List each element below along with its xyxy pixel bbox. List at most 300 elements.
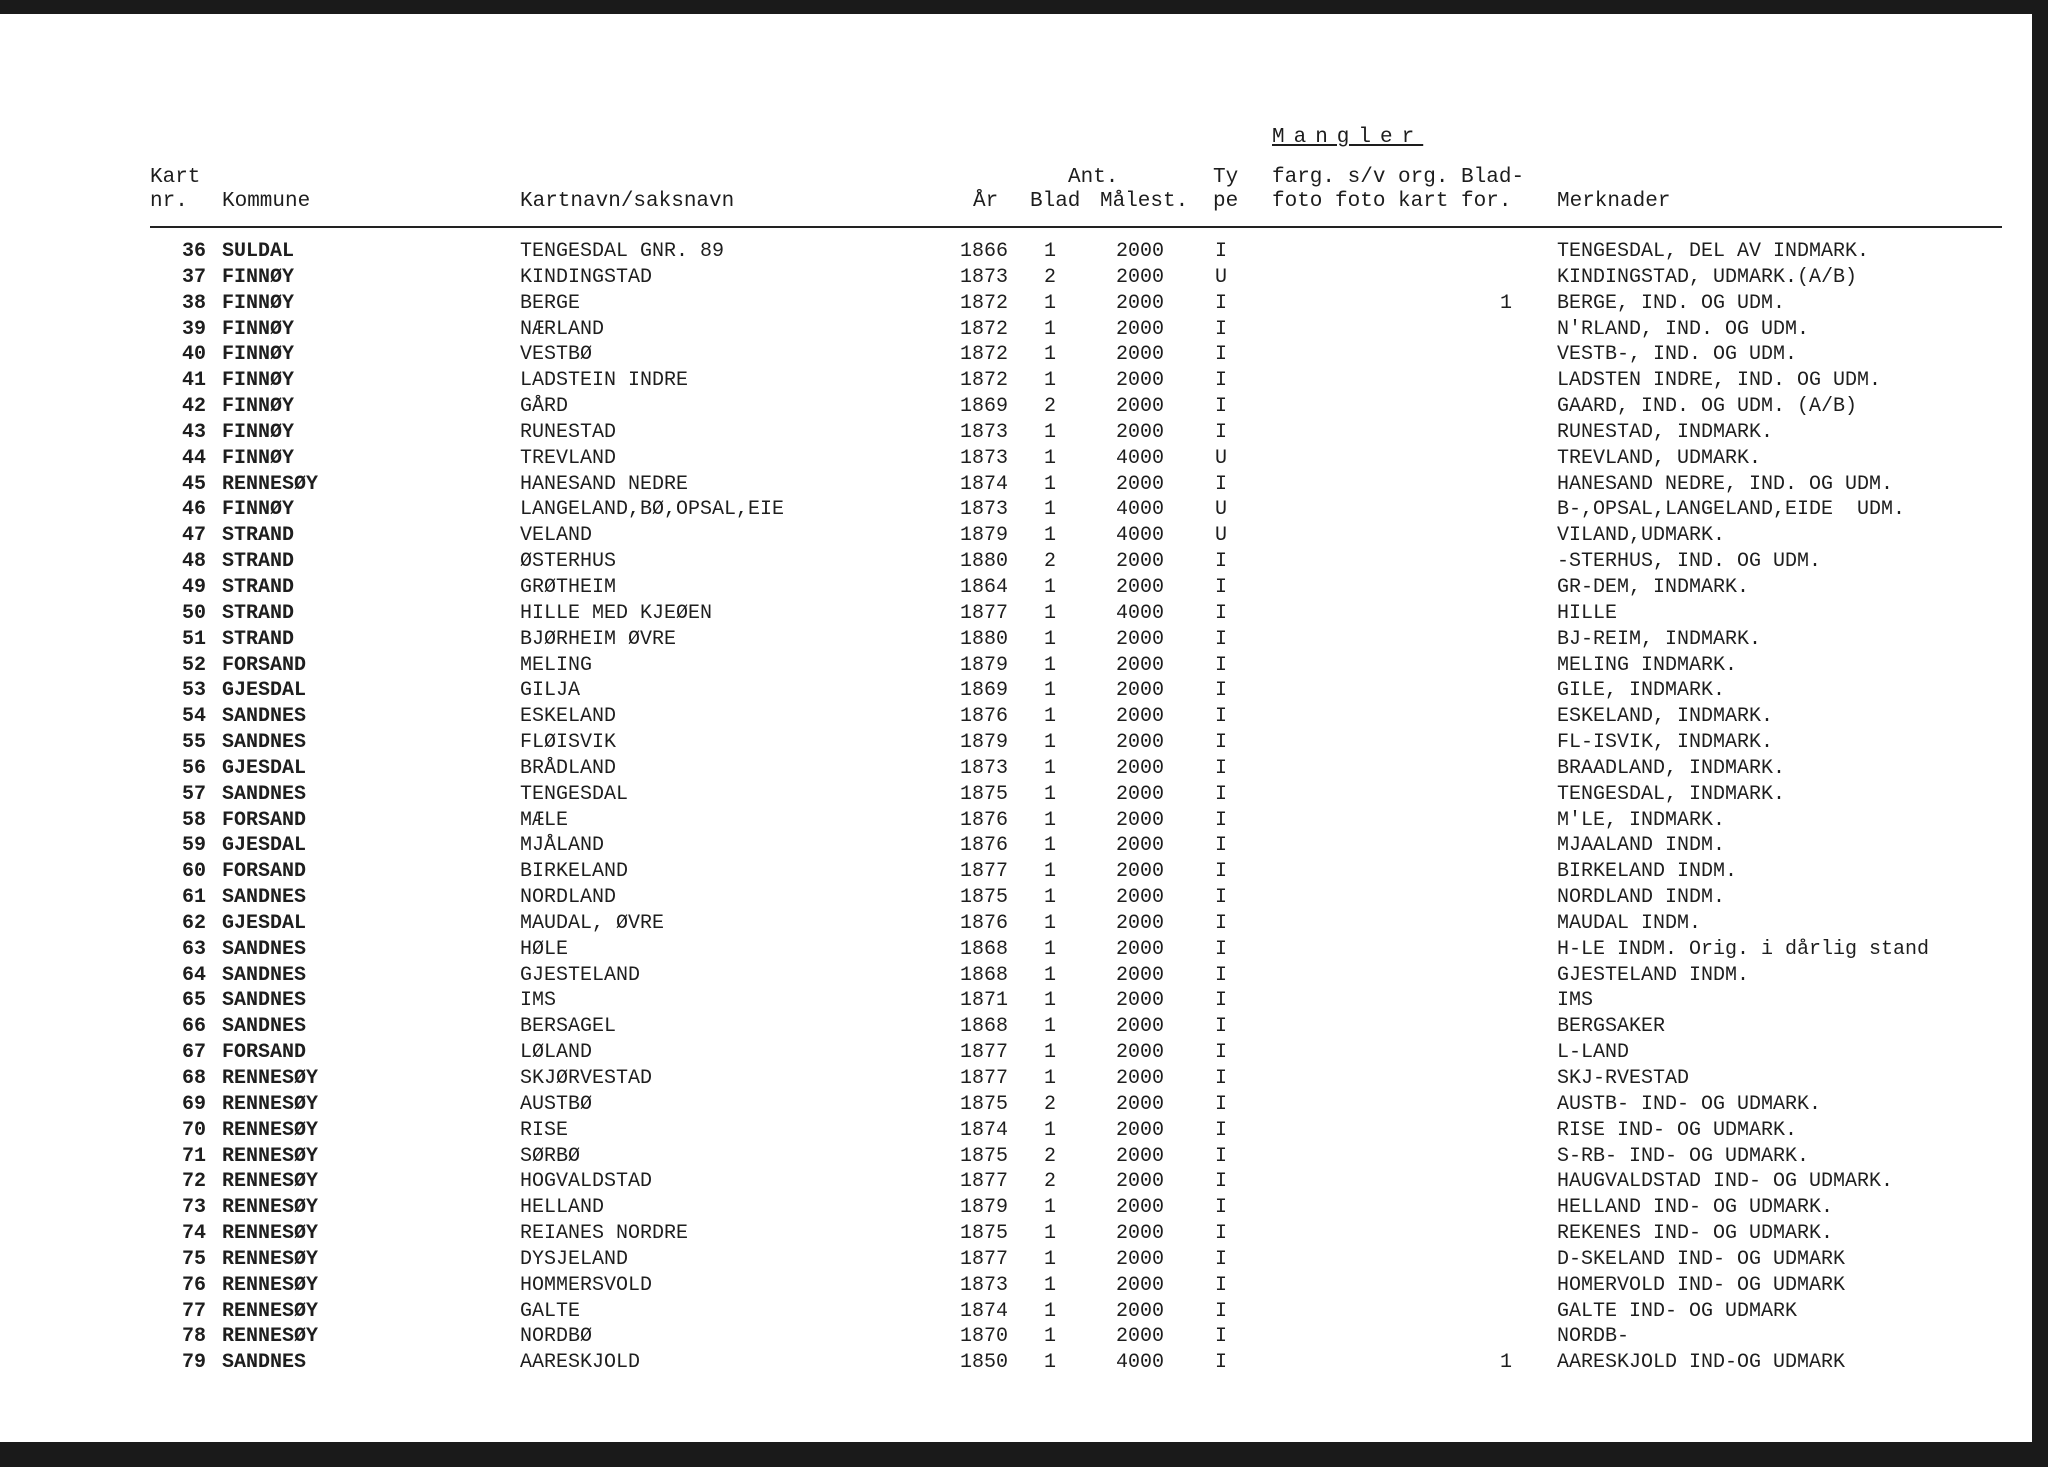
cell-type: I [1215, 834, 1228, 858]
cell-aar: 1877 [960, 1170, 1009, 1194]
cell-maalestokk: 2000 [1116, 1015, 1165, 1039]
cell-kart-nr: 64 [181, 963, 206, 987]
cell-type: I [1215, 989, 1228, 1013]
cell-kartnavn: TREVLAND [520, 446, 617, 470]
cell-merknad: TREVLAND, UDMARK. [1557, 446, 1762, 470]
cell-kartnavn: VELAND [520, 524, 593, 548]
cell-merknad: BIRKELAND INDM. [1557, 860, 1738, 884]
table-row [0, 446, 2032, 472]
cell-ant-blad: 1 [1044, 1041, 1057, 1065]
cell-maalestokk: 2000 [1116, 1325, 1165, 1349]
cell-type: I [1215, 1273, 1228, 1297]
cell-maalestokk: 2000 [1116, 343, 1165, 367]
cell-kartnavn: FLØISVIK [520, 731, 617, 755]
cell-merknad: H-LE INDM. Orig. i dårlig stand [1557, 937, 1930, 961]
cell-type: I [1215, 1144, 1228, 1168]
cell-kart-nr: 57 [181, 782, 206, 806]
cell-kommune: SANDNES [222, 1351, 307, 1375]
cell-kartnavn: HANESAND NEDRE [520, 472, 689, 496]
cell-kommune: GJESDAL [222, 756, 307, 780]
cell-kommune: GJESDAL [222, 679, 307, 703]
cell-aar: 1880 [960, 550, 1009, 574]
cell-ant-blad: 1 [1044, 937, 1057, 961]
cell-aar: 1872 [960, 317, 1009, 341]
cell-maalestokk: 2000 [1116, 1196, 1165, 1220]
cell-kart-nr: 55 [181, 731, 206, 755]
cell-kommune: SANDNES [222, 705, 307, 729]
cell-maalestokk: 2000 [1116, 1222, 1165, 1246]
cell-aar: 1876 [960, 834, 1009, 858]
cell-kartnavn: BERSAGEL [520, 1015, 617, 1039]
cell-ant-blad: 1 [1044, 627, 1057, 651]
cell-maalestokk: 2000 [1116, 1118, 1165, 1142]
cell-maalestokk: 2000 [1116, 860, 1165, 884]
table-row [0, 1299, 2032, 1325]
table-row [0, 1169, 2032, 1195]
table-row [0, 911, 2032, 937]
cell-aar: 1864 [960, 575, 1009, 599]
cell-ant-blad: 2 [1044, 1144, 1057, 1168]
cell-kartnavn: GRØTHEIM [520, 575, 617, 599]
table-row [0, 730, 2032, 756]
cell-merknad: GALTE IND- OG UDMARK [1557, 1299, 1798, 1323]
cell-ant-blad: 2 [1044, 550, 1057, 574]
cell-maalestokk: 2000 [1116, 1273, 1165, 1297]
cell-merknad: S-RB- IND- OG UDMARK. [1557, 1144, 1810, 1168]
table-row [0, 782, 2032, 808]
cell-kartnavn: RUNESTAD [520, 420, 617, 444]
cell-merknad: D-SKELAND IND- OG UDMARK [1557, 1247, 1846, 1271]
cell-merknad: N'RLAND, IND. OG UDM. [1557, 317, 1810, 341]
cell-kommune: SANDNES [222, 731, 307, 755]
cell-kartnavn: LANGELAND,BØ,OPSAL,EIE [520, 498, 785, 522]
cell-maalestokk: 2000 [1116, 550, 1165, 574]
cell-kart-nr: 62 [181, 911, 206, 935]
table-row [0, 885, 2032, 911]
table-row [0, 808, 2032, 834]
cell-merknad: VILAND,UDMARK. [1557, 524, 1726, 548]
cell-maalestokk: 2000 [1116, 1299, 1165, 1323]
cell-ant-blad: 1 [1044, 369, 1057, 393]
cell-kart-nr: 61 [181, 886, 206, 910]
cell-kart-nr: 67 [181, 1041, 206, 1065]
cell-merknad: RUNESTAD, INDMARK. [1557, 420, 1774, 444]
table-row [0, 1040, 2032, 1066]
cell-ant-blad: 2 [1044, 395, 1057, 419]
cell-aar: 1871 [960, 989, 1009, 1013]
cell-merknad: MAUDAL INDM. [1557, 911, 1702, 935]
cell-merknad: BRAADLAND, INDMARK. [1557, 756, 1786, 780]
cell-kart-nr: 69 [181, 1092, 206, 1116]
cell-kartnavn: MJÅLAND [520, 834, 605, 858]
cell-ant-blad: 1 [1044, 1351, 1057, 1375]
cell-type: I [1215, 1092, 1228, 1116]
document-page [0, 14, 2032, 1442]
cell-merknad: FL-ISVIK, INDMARK. [1557, 731, 1774, 755]
table-row [0, 1195, 2032, 1221]
cell-kartnavn: DYSJELAND [520, 1247, 629, 1271]
cell-type: I [1215, 653, 1228, 677]
header-ant-blad-2: Blad [1030, 190, 1081, 213]
cell-kartnavn: AUSTBØ [520, 1092, 593, 1116]
cell-ant-blad: 1 [1044, 575, 1057, 599]
cell-ant-blad: 1 [1044, 601, 1057, 625]
cell-kommune: FINNØY [222, 420, 295, 444]
cell-maalestokk: 4000 [1116, 1351, 1165, 1375]
cell-type: I [1215, 601, 1228, 625]
cell-ant-blad: 2 [1044, 1170, 1057, 1194]
cell-ant-blad: 1 [1044, 1118, 1057, 1142]
cell-kartnavn: NORDLAND [520, 886, 617, 910]
cell-aar: 1873 [960, 420, 1009, 444]
cell-kart-nr: 42 [181, 395, 206, 419]
cell-merknad: GAARD, IND. OG UDM. (A/B) [1557, 395, 1858, 419]
cell-aar: 1873 [960, 756, 1009, 780]
table-row [0, 342, 2032, 368]
cell-maalestokk: 2000 [1116, 911, 1165, 935]
cell-kart-nr: 39 [181, 317, 206, 341]
cell-merknad: L-LAND [1557, 1041, 1630, 1065]
cell-merknad: HOMERVOLD IND- OG UDMARK [1557, 1273, 1846, 1297]
cell-kartnavn: HILLE MED KJEØEN [520, 601, 713, 625]
cell-merknad: BERGE, IND. OG UDM. [1557, 291, 1786, 315]
table-row [0, 1247, 2032, 1273]
cell-aar: 1877 [960, 601, 1009, 625]
cell-kommune: FORSAND [222, 1041, 307, 1065]
cell-ant-blad: 1 [1044, 1247, 1057, 1271]
cell-kart-nr: 68 [181, 1067, 206, 1090]
header-mangler-cols-1: farg. s/v org. Blad- [1272, 166, 1525, 189]
cell-kartnavn: GJESTELAND [520, 963, 641, 987]
table-row [0, 394, 2032, 420]
cell-type: I [1215, 1325, 1228, 1349]
table-row [0, 472, 2032, 498]
cell-aar: 1866 [960, 240, 1009, 263]
cell-type: I [1215, 343, 1228, 367]
cell-type: I [1215, 1196, 1228, 1220]
cell-maalestokk: 4000 [1116, 524, 1165, 548]
cell-type: I [1215, 1222, 1228, 1246]
cell-type: I [1215, 782, 1228, 806]
cell-type: I [1215, 1299, 1228, 1323]
table-row [0, 1221, 2032, 1247]
table-row [0, 1144, 2032, 1170]
cell-kartnavn: BERGE [520, 291, 581, 315]
cell-maalestokk: 4000 [1116, 601, 1165, 625]
cell-type: U [1215, 265, 1228, 289]
cell-merknad: MJAALAND INDM. [1557, 834, 1726, 858]
cell-aar: 1880 [960, 627, 1009, 651]
cell-kommune: GJESDAL [222, 834, 307, 858]
cell-kart-nr: 36 [181, 240, 206, 263]
cell-ant-blad: 1 [1044, 834, 1057, 858]
cell-kommune: FINNØY [222, 343, 295, 367]
cell-merknad: HAUGVALDSTAD IND- OG UDMARK. [1557, 1170, 1894, 1194]
cell-kart-nr: 65 [181, 989, 206, 1013]
cell-type: U [1215, 498, 1228, 522]
cell-type: I [1215, 627, 1228, 651]
mangler-heading: Mangler [1272, 126, 1424, 149]
cell-kartnavn: AARESKJOLD [520, 1351, 641, 1375]
cell-kartnavn: ESKELAND [520, 705, 617, 729]
cell-maalestokk: 2000 [1116, 627, 1165, 651]
cell-kart-nr: 63 [181, 937, 206, 961]
cell-maalestokk: 2000 [1116, 963, 1165, 987]
cell-kartnavn: KINDINGSTAD [520, 265, 653, 289]
cell-type: I [1215, 808, 1228, 832]
cell-kart-nr: 56 [181, 756, 206, 780]
cell-type: I [1215, 420, 1228, 444]
cell-type: I [1215, 317, 1228, 341]
cell-maalestokk: 2000 [1116, 317, 1165, 341]
cell-merknad: NORDB- [1557, 1325, 1630, 1349]
cell-kommune: RENNESØY [222, 1196, 319, 1220]
cell-kartnavn: MELING [520, 653, 593, 677]
cell-aar: 1875 [960, 1222, 1009, 1246]
cell-kommune: RENNESØY [222, 472, 319, 496]
table-row [0, 937, 2032, 963]
cell-kartnavn: BIRKELAND [520, 860, 629, 884]
cell-kart-nr: 72 [181, 1170, 206, 1194]
cell-blad-for: 1 [1500, 291, 1513, 315]
table-row [0, 317, 2032, 343]
cell-ant-blad: 1 [1044, 653, 1057, 677]
cell-aar: 1875 [960, 1092, 1009, 1116]
cell-kart-nr: 59 [181, 834, 206, 858]
cell-kart-nr: 49 [181, 575, 206, 599]
cell-kartnavn: LØLAND [520, 1041, 593, 1065]
cell-kartnavn: RISE [520, 1118, 569, 1142]
cell-type: I [1215, 756, 1228, 780]
header-aar: År [973, 190, 999, 213]
cell-kartnavn: IMS [520, 989, 557, 1013]
cell-kommune: SULDAL [222, 240, 295, 263]
cell-kartnavn: GILJA [520, 679, 581, 703]
table-row [0, 756, 2032, 782]
header-kartnavn: Kartnavn/saksnavn [520, 190, 735, 213]
cell-kart-nr: 50 [181, 601, 206, 625]
cell-kommune: FINNØY [222, 291, 295, 315]
cell-maalestokk: 2000 [1116, 1144, 1165, 1168]
table-row [0, 963, 2032, 989]
cell-kart-nr: 60 [181, 860, 206, 884]
cell-merknad: ESKELAND, INDMARK. [1557, 705, 1774, 729]
cell-kommune: SANDNES [222, 782, 307, 806]
cell-merknad: VESTB-, IND. OG UDM. [1557, 343, 1798, 367]
cell-kart-nr: 37 [181, 265, 206, 289]
cell-aar: 1875 [960, 1144, 1009, 1168]
header-type-2: pe [1213, 190, 1239, 213]
cell-kommune: FORSAND [222, 860, 307, 884]
cell-maalestokk: 2000 [1116, 369, 1165, 393]
cell-kommune: SANDNES [222, 937, 307, 961]
cell-merknad: SKJ-RVESTAD [1557, 1067, 1690, 1090]
cell-aar: 1873 [960, 265, 1009, 289]
cell-merknad: RISE IND- OG UDMARK. [1557, 1118, 1798, 1142]
cell-maalestokk: 2000 [1116, 395, 1165, 419]
table-row [0, 291, 2032, 317]
cell-kommune: FINNØY [222, 317, 295, 341]
header-kart-nr-1: Kart [150, 166, 201, 189]
cell-ant-blad: 1 [1044, 808, 1057, 832]
table-row [0, 1014, 2032, 1040]
cell-merknad: -STERHUS, IND. OG UDM. [1557, 550, 1822, 574]
cell-type: I [1215, 575, 1228, 599]
cell-aar: 1868 [960, 963, 1009, 987]
cell-type: I [1215, 472, 1228, 496]
cell-kartnavn: MÆLE [520, 808, 569, 832]
cell-kommune: RENNESØY [222, 1273, 319, 1297]
cell-kart-nr: 51 [181, 627, 206, 651]
cell-kommune: FINNØY [222, 369, 295, 393]
header-mangler-cols-2: foto foto kart for. [1272, 190, 1512, 213]
cell-aar: 1850 [960, 1351, 1009, 1375]
cell-kartnavn: HØLE [520, 937, 569, 961]
cell-ant-blad: 2 [1044, 1092, 1057, 1116]
cell-maalestokk: 2000 [1116, 472, 1165, 496]
cell-kart-nr: 54 [181, 705, 206, 729]
cell-kommune: FINNØY [222, 446, 295, 470]
cell-kart-nr: 75 [181, 1247, 206, 1271]
cell-kommune: STRAND [222, 550, 295, 574]
cell-aar: 1877 [960, 860, 1009, 884]
cell-maalestokk: 2000 [1116, 1041, 1165, 1065]
cell-maalestokk: 2000 [1116, 886, 1165, 910]
cell-kart-nr: 79 [181, 1351, 206, 1375]
table-row [0, 420, 2032, 446]
table-row [0, 1066, 2032, 1092]
cell-maalestokk: 2000 [1116, 782, 1165, 806]
table-row [0, 239, 2032, 265]
cell-ant-blad: 1 [1044, 1325, 1057, 1349]
cell-kommune: RENNESØY [222, 1299, 319, 1323]
cell-ant-blad: 1 [1044, 1015, 1057, 1039]
cell-type: I [1215, 369, 1228, 393]
table-row [0, 575, 2032, 601]
cell-type: I [1215, 1247, 1228, 1271]
cell-ant-blad: 1 [1044, 343, 1057, 367]
cell-kartnavn: NORDBØ [520, 1325, 593, 1349]
cell-kart-nr: 45 [181, 472, 206, 496]
cell-type: I [1215, 395, 1228, 419]
cell-kommune: FINNØY [222, 265, 295, 289]
cell-maalestokk: 2000 [1116, 679, 1165, 703]
cell-kart-nr: 48 [181, 550, 206, 574]
cell-ant-blad: 1 [1044, 420, 1057, 444]
cell-maalestokk: 2000 [1116, 731, 1165, 755]
cell-kommune: SANDNES [222, 963, 307, 987]
cell-aar: 1875 [960, 886, 1009, 910]
cell-ant-blad: 1 [1044, 317, 1057, 341]
cell-aar: 1872 [960, 291, 1009, 315]
cell-ant-blad: 1 [1044, 524, 1057, 548]
cell-merknad: BJ-REIM, INDMARK. [1557, 627, 1762, 651]
cell-aar: 1873 [960, 446, 1009, 470]
cell-type: I [1215, 1067, 1228, 1090]
cell-aar: 1877 [960, 1067, 1009, 1090]
cell-type: I [1215, 911, 1228, 935]
cell-ant-blad: 1 [1044, 731, 1057, 755]
cell-type: I [1215, 240, 1228, 263]
cell-merknad: GJESTELAND INDM. [1557, 963, 1750, 987]
cell-ant-blad: 1 [1044, 679, 1057, 703]
table-row [0, 1273, 2032, 1299]
table-row [0, 988, 2032, 1014]
cell-merknad: AARESKJOLD IND-OG UDMARK [1557, 1351, 1846, 1375]
cell-kartnavn: NÆRLAND [520, 317, 605, 341]
cell-merknad: AUSTB- IND- OG UDMARK. [1557, 1092, 1822, 1116]
cell-merknad: HILLE [1557, 601, 1618, 625]
cell-maalestokk: 2000 [1116, 1170, 1165, 1194]
cell-merknad: TENGESDAL, INDMARK. [1557, 782, 1786, 806]
cell-type: I [1215, 291, 1228, 315]
cell-blad-for: 1 [1500, 1351, 1513, 1375]
cell-kart-nr: 76 [181, 1273, 206, 1297]
cell-kart-nr: 73 [181, 1196, 206, 1220]
cell-maalestokk: 4000 [1116, 498, 1165, 522]
cell-aar: 1873 [960, 1273, 1009, 1297]
header-type-1: Ty [1213, 166, 1239, 189]
cell-aar: 1879 [960, 1196, 1009, 1220]
cell-maalestokk: 2000 [1116, 808, 1165, 832]
cell-ant-blad: 1 [1044, 1067, 1057, 1090]
cell-kart-nr: 78 [181, 1325, 206, 1349]
cell-type: I [1215, 1351, 1228, 1375]
cell-kart-nr: 44 [181, 446, 206, 470]
cell-kommune: RENNESØY [222, 1325, 319, 1349]
cell-aar: 1874 [960, 472, 1009, 496]
cell-kartnavn: HOMMERSVOLD [520, 1273, 653, 1297]
cell-maalestokk: 2000 [1116, 653, 1165, 677]
table-row [0, 1092, 2032, 1118]
table-row [0, 523, 2032, 549]
cell-ant-blad: 1 [1044, 1196, 1057, 1220]
cell-kommune: SANDNES [222, 989, 307, 1013]
table-row [0, 653, 2032, 679]
cell-kommune: SANDNES [222, 1015, 307, 1039]
table-row [0, 1118, 2032, 1144]
cell-kommune: FINNØY [222, 498, 295, 522]
cell-kart-nr: 71 [181, 1144, 206, 1168]
cell-merknad: GR-DEM, INDMARK. [1557, 575, 1750, 599]
cell-maalestokk: 2000 [1116, 1247, 1165, 1271]
cell-kommune: FORSAND [222, 653, 307, 677]
cell-kommune: RENNESØY [222, 1092, 319, 1116]
header-merknader: Merknader [1557, 190, 1671, 213]
cell-type: I [1215, 860, 1228, 884]
cell-maalestokk: 2000 [1116, 756, 1165, 780]
cell-type: I [1215, 679, 1228, 703]
cell-kommune: RENNESØY [222, 1118, 319, 1142]
cell-kommune: STRAND [222, 627, 295, 651]
cell-ant-blad: 1 [1044, 756, 1057, 780]
cell-maalestokk: 2000 [1116, 420, 1165, 444]
cell-kart-nr: 38 [181, 291, 206, 315]
cell-type: I [1215, 550, 1228, 574]
cell-kart-nr: 41 [181, 369, 206, 393]
cell-aar: 1879 [960, 731, 1009, 755]
cell-kommune: STRAND [222, 601, 295, 625]
table-row [0, 1350, 2032, 1376]
cell-kart-nr: 58 [181, 808, 206, 832]
cell-kommune: RENNESØY [222, 1222, 319, 1246]
cell-kart-nr: 47 [181, 524, 206, 548]
cell-type: I [1215, 886, 1228, 910]
cell-ant-blad: 1 [1044, 498, 1057, 522]
cell-aar: 1872 [960, 343, 1009, 367]
cell-merknad: IMS [1557, 989, 1594, 1013]
cell-kartnavn: HOGVALDSTAD [520, 1170, 653, 1194]
